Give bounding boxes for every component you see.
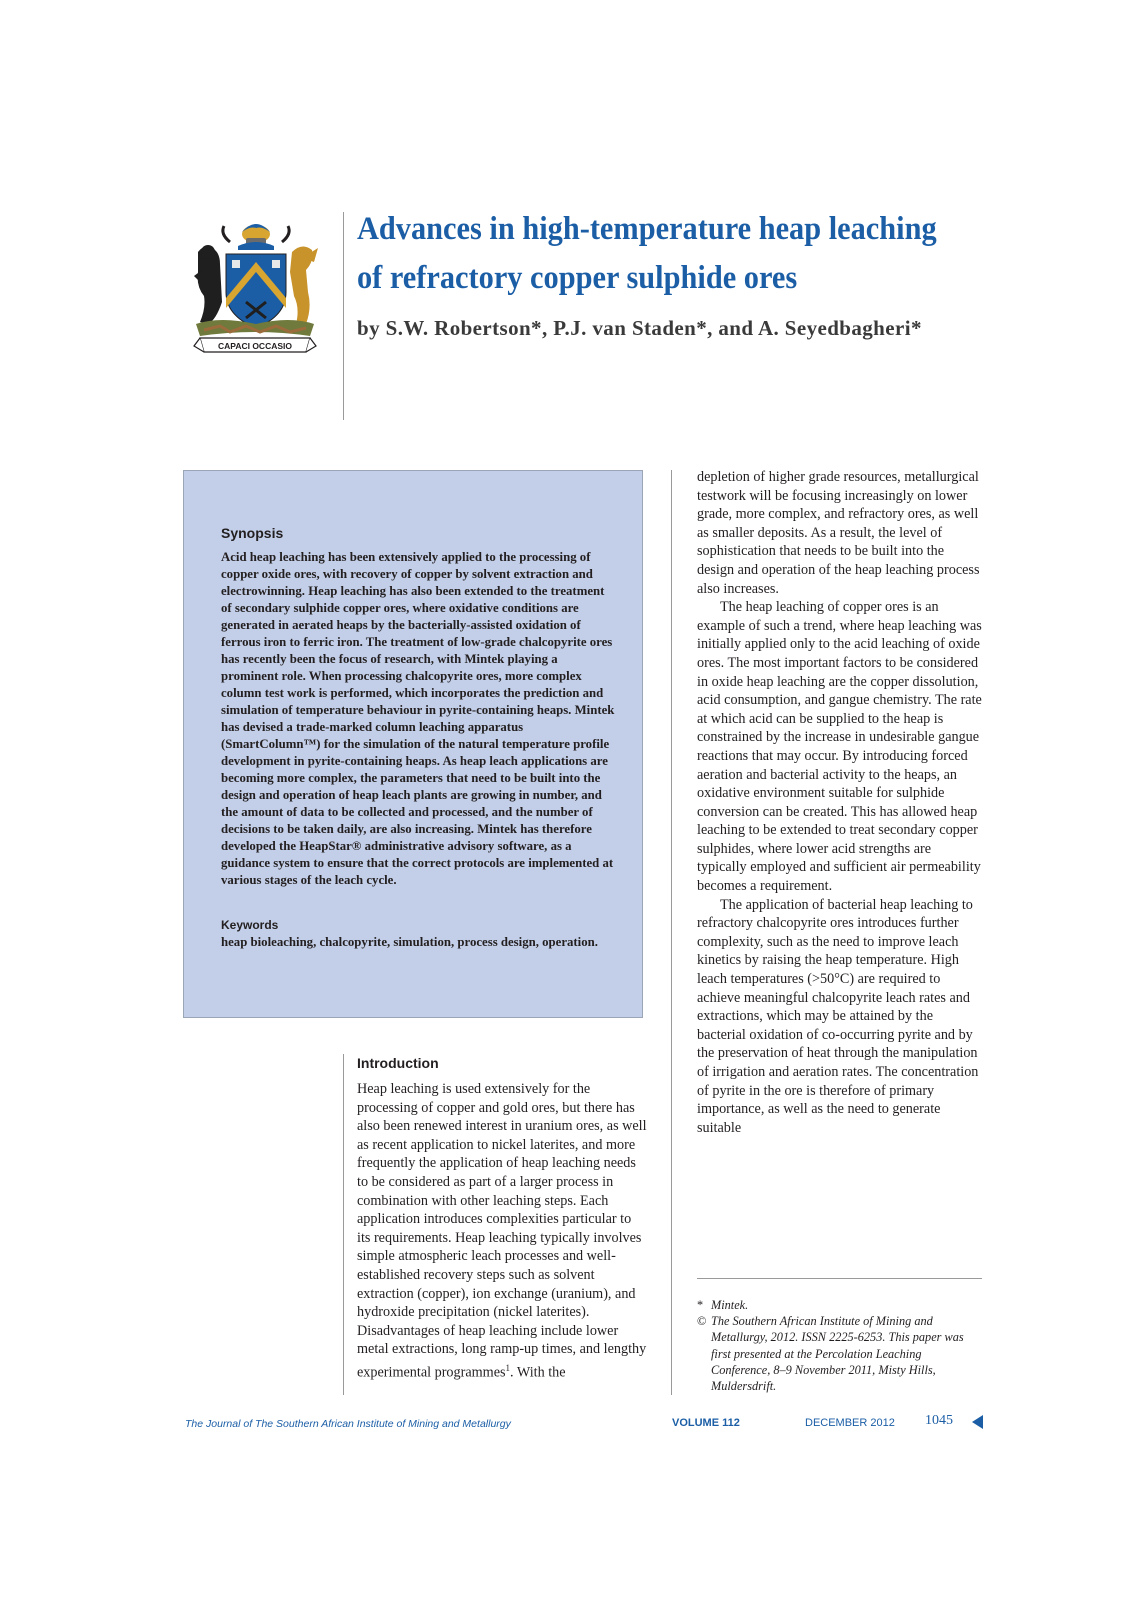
paragraph: The heap leaching of copper ores is an example of such a trend, where heap leaching was initially applied only to the acid leaching of oxide ores. The most important factors to be considered in oxide heap leaching are the copper dissolution, acid consumption, and gangue chemistry. The rate at which acid can be supplied to the heap is constrained by the increase in undesirable gangue reactions that may occur. By introducing forced aeration and bacterial activity to the heaps, an oxidative environment suitable for sulphide conversion can be created. This has allowed heap leaching to be extended to treat secondary copper sulphides, where lower acid strengths are typically employed and sufficient air permeability becomes a requirement. bbox=[697, 599, 982, 895]
footer-volume: VOLUME 112 bbox=[672, 1417, 740, 1429]
page-number: 1045 bbox=[925, 1413, 953, 1428]
right-column-text bbox=[697, 468, 984, 1137]
footer-date: DECEMBER 2012 bbox=[805, 1417, 895, 1429]
author-byline: by S.W. Robertson*, P.J. van Staden*, and A. Seyedbagheri* bbox=[357, 316, 922, 340]
synopsis-text: Acid heap leaching has been extensively applied to the processing of copper oxide ores, with recovery of copper by solvent extraction and electrowinning. Heap leaching has also been extended to the treatment of secondary sulphide copper ores, where oxidative conditions are generated in aerated heaps by the bacterially-assisted oxidation of ferrous iron to ferric iron. The treatment of low-grade chalcopyrite ores has recently been the focus of research, with Mintek playing a prominent role. When processing chalcopyrite ores, more complex column test work is performed, which incorporates the prediction and simulation of temperature behaviour in pyrite-containing heaps. Mintek has devised a trade-marked column leaching apparatus (SmartColumn™) for the simulation of the natural temperature profile development in pyrite-containing heaps. As heap leach applications are becoming more complex, the parameters that need to be built into the design and operation of heap leach plants are growing in number, and the amount of data to be collected and processed, and the number of decisions to be taken daily, are also increasing. Mintek has therefore developed the HeapStar® administrative advisory software, as a guidance system to ensure that the correct protocols are implemented at various stages of the leach cycle. bbox=[221, 550, 615, 887]
header-divider bbox=[343, 212, 344, 420]
introduction-heading: Introduction bbox=[357, 1055, 439, 1071]
column-divider bbox=[671, 470, 672, 1395]
footnote-affiliation: * Mintek. bbox=[697, 1298, 749, 1312]
footnote-copyright: © The Southern African Institute of Mining and Metallurgy, 2012. ISSN 2225-6253. This paper was first presented at the Percolation Leaching Conference, 8–9 November 2011, Misty Hills, Muldersdrift. bbox=[697, 1314, 964, 1394]
institute-crest-logo bbox=[190, 212, 320, 357]
title-line-1: Advances in high-temperature heap leaching bbox=[357, 211, 937, 247]
footnotes bbox=[697, 1297, 982, 1394]
page-arrow-icon bbox=[972, 1415, 983, 1429]
footnote-divider bbox=[697, 1278, 982, 1279]
synopsis-heading: Synopsis bbox=[221, 525, 284, 541]
paragraph: depletion of higher grade resources, metallurgical testwork will be focusing increasingly on lower grade, more complex, and refractory ores, as well as smaller deposits. As a result, the level of sophistication that needs to be built into the design and operation of the heap leaching process also increases. bbox=[697, 469, 980, 597]
paper-title bbox=[357, 205, 946, 303]
paragraph: The application of bacterial heap leaching to refractory chalcopyrite ores introduces further complexity, such as the need to improve leach kinetics by raising the heap temperature. High leach temperatures (>50°C) are required to achieve meaningful chalcopyrite leach rates and extractions, which may be attained by the bacterial oxidation of co-occurring pyrite and by the preservation of heat through the manipulation of irrigation and aeration rates. The concentration of pyrite in the ore is therefore of primary importance, as well as the need to generate suitable bbox=[697, 896, 979, 1136]
reference-marker[interactable]: 1 bbox=[505, 1362, 511, 1373]
svg-text:CAPACI OCCASIO: CAPACI OCCASIO bbox=[218, 341, 292, 351]
keywords-heading: Keywords bbox=[221, 918, 279, 932]
footer-journal-name: The Journal of The Southern African Institute of Mining and Metallurgy bbox=[185, 1418, 511, 1430]
introduction-text: Heap leaching is used extensively for the processing of copper and gold ores, but there has also been renewed interest in uranium ores, as well as recent application to nickel laterites, and more frequently the application of heap leaching needs to be considered as part of a larger process in combination with other leaching steps. Each application introduces complexities particular to its requirements. Heap leaching typically involves simple atmospheric leach processes and well-established recovery steps such as solvent extraction (copper), ion exchange (uranium), and hydroxide precipitation (nickel laterites). Disadvantages of heap leaching include lower metal extractions, long ramp-up times, and lengthy experimental programmes$^1$. With the bbox=[357, 1081, 647, 1381]
keywords-text: heap bioleaching, chalcopyrite, simulation, process design, operation. bbox=[221, 935, 598, 949]
title-line-2: of refractory copper sulphide ores bbox=[357, 260, 798, 296]
column-divider bbox=[343, 1054, 344, 1395]
